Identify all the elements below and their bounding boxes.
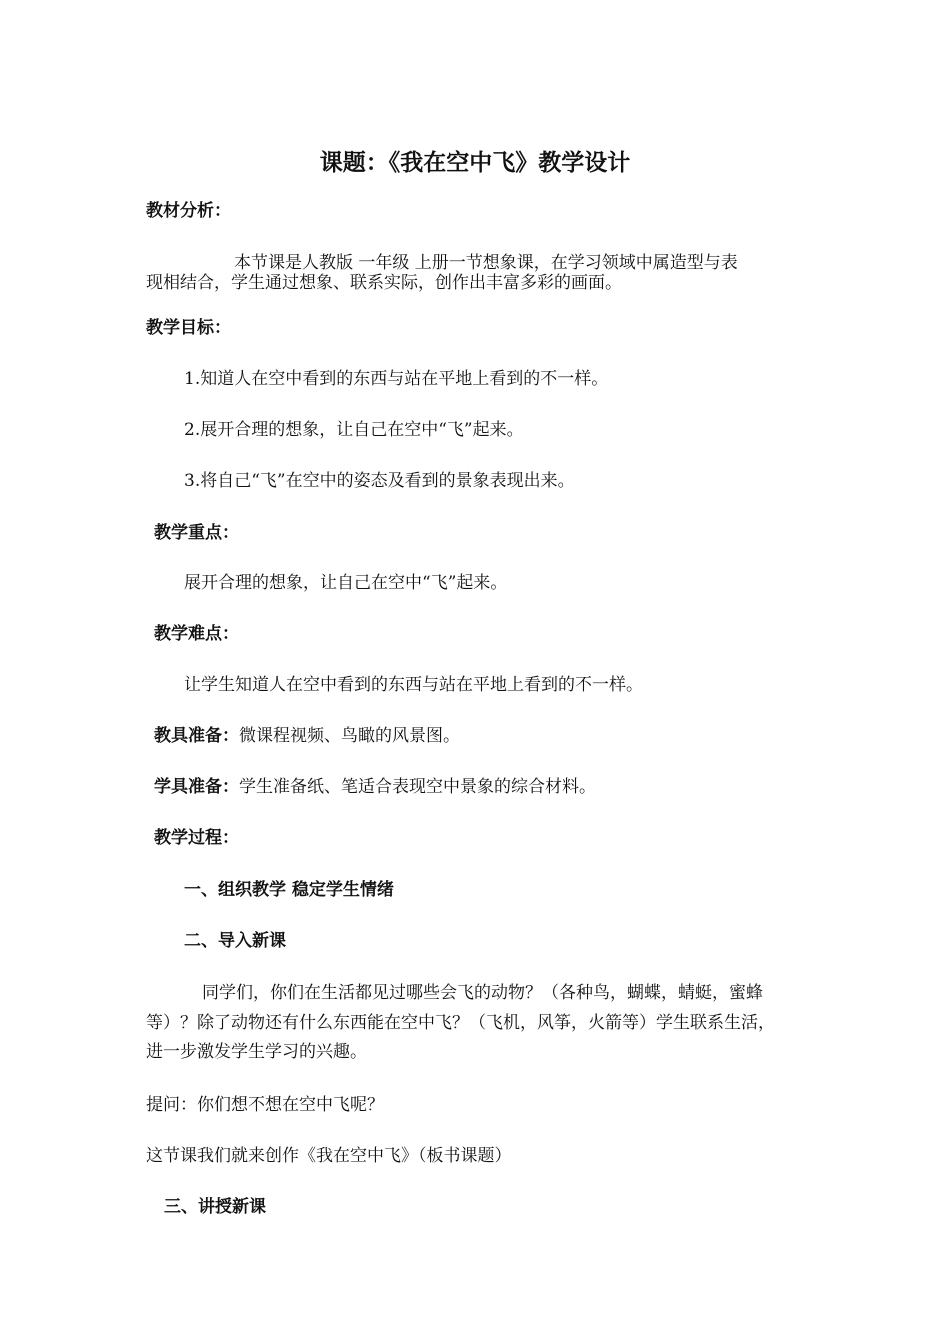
document-title: 课题：《我在空中飞》教学设计	[319, 150, 631, 176]
teacher-tools-text: 微课程视频、鸟瞰的风景图。	[239, 726, 460, 746]
material-analysis-line-2: 现相结合，学生通过想象、联系实际，创作出丰富多彩的画面。	[146, 273, 622, 293]
process-question: 提问：你们想不想在空中飞呢？	[146, 1095, 384, 1115]
objective-item-1: 1.知道人在空中看到的东西与站在平地上看到的不一样。	[184, 369, 609, 389]
process-step-1: 一、组织教学 稳定学生情绪	[184, 880, 394, 900]
student-tools-text: 学生准备纸、笔适合表现空中景象的综合材料。	[239, 777, 596, 797]
teacher-tools-line	[154, 725, 460, 747]
process-paragraph-line-1: 同学们，你们在生活都见过哪些会飞的动物？（各种鸟，蝴蝶，蜻蜓，蜜蜂	[202, 983, 763, 1003]
process-paragraph-line-3: 进一步激发学生学习的兴趣。	[146, 1042, 367, 1062]
process-step-3: 三、讲授新课	[164, 1197, 266, 1217]
key-point-heading: 教学重点：	[154, 523, 239, 543]
teacher-tools-label: 教具准备：	[154, 726, 239, 746]
key-point-text: 展开合理的想象，让自己在空中“飞”起来。	[184, 573, 508, 593]
process-heading: 教学过程：	[154, 828, 239, 848]
difficulty-text: 让学生知道人在空中看到的东西与站在平地上看到的不一样。	[184, 675, 643, 695]
process-step-2: 二、导入新课	[184, 931, 286, 951]
difficulty-heading: 教学难点：	[154, 624, 239, 644]
material-analysis-heading: 教材分析：	[146, 201, 231, 221]
process-paragraph-line-2: 等）？除了动物还有什么东西能在空中飞？（飞机，风筝，火箭等）学生联系生活，	[146, 1013, 775, 1033]
objective-item-3: 3.将自己“飞”在空中的姿态及看到的景象表现出来。	[184, 471, 575, 491]
process-intro: 这节课我们就来创作《我在空中飞》（板书课题）	[146, 1146, 512, 1166]
student-tools-label: 学具准备：	[154, 777, 239, 797]
material-analysis-line-1: 本节课是人教版 一年级 上册一节想象课，在学习领域中属造型与表	[234, 253, 738, 273]
objective-item-2: 2.展开合理的想象，让自己在空中“飞”起来。	[184, 420, 524, 440]
student-tools-line	[154, 776, 596, 798]
objectives-heading: 教学目标：	[146, 318, 231, 338]
